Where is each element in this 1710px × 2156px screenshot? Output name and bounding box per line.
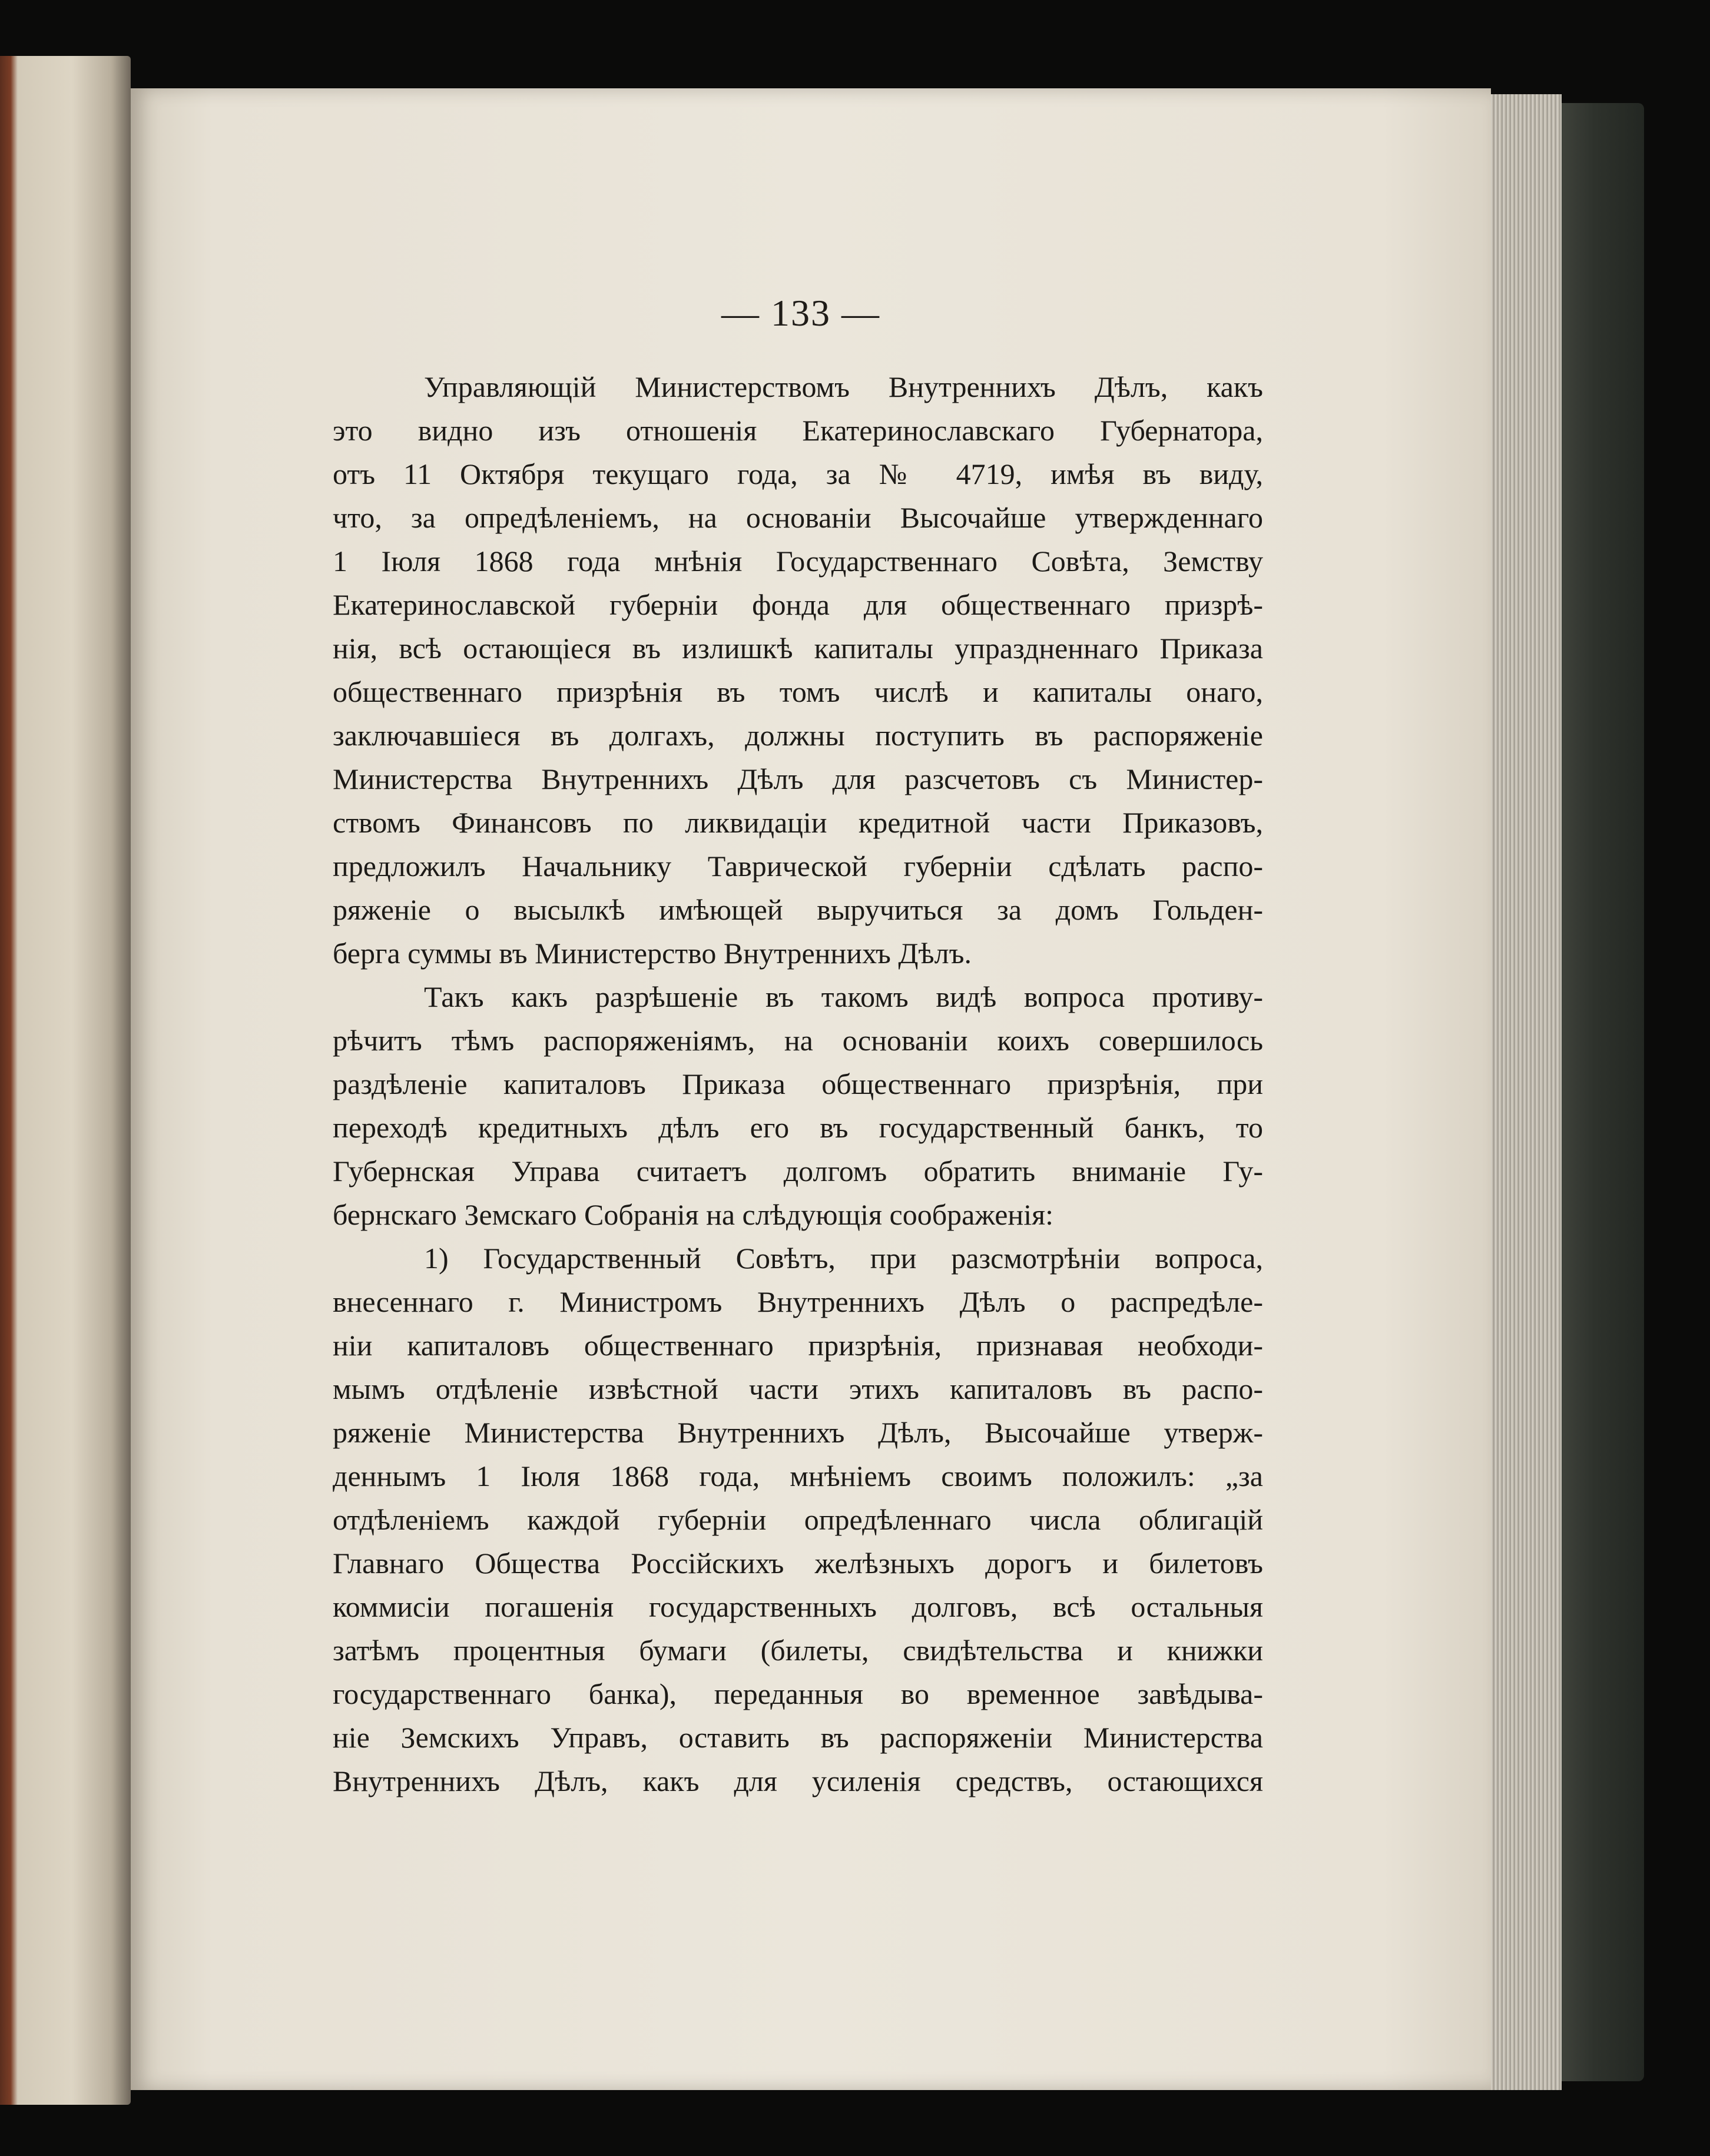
text-line: 1) Государственный Совѣтъ, при разсмотрѣніи вопроса, xyxy=(424,1242,1263,1275)
text-line: что, за опредѣленіемъ, на основаніи Высочайше утвержденнаго xyxy=(333,501,1263,534)
text-line: Внутреннихъ Дѣлъ, какъ для усиленія средствъ, остающихся xyxy=(333,1764,1263,1797)
text-line: это видно изъ отношенія Екатеринославскаго Губернатора, xyxy=(333,414,1263,447)
text-line: мымъ отдѣленіе извѣстной части этихъ капиталовъ въ распо- xyxy=(333,1372,1263,1405)
text-line: общественнаго призрѣнія въ томъ числѣ и капиталы онаго, xyxy=(333,675,1263,708)
text-line: затѣмъ процентныя бумаги (билеты, свидѣтельства и книжки xyxy=(333,1634,1263,1667)
page-stack-edge xyxy=(1491,94,1562,2090)
text-line: деннымъ 1 Іюля 1868 года, мнѣніемъ своимъ положилъ: „за xyxy=(333,1460,1263,1492)
text-line: бернскаго Земскаго Собранія на слѣдующія соображенія: xyxy=(333,1198,1053,1231)
page-body-text xyxy=(333,365,1263,1803)
text-line: предложилъ Начальнику Таврической губерніи сдѣлать распо- xyxy=(333,850,1263,883)
text-line: Управляющій Министерствомъ Внутреннихъ Дѣлъ, какъ xyxy=(424,370,1263,403)
text-line: Екатеринославской губерніи фонда для общественнаго призрѣ- xyxy=(333,588,1263,621)
text-line: отъ 11 Октября текущаго года, за № 4719, имѣя въ виду, xyxy=(333,457,1263,490)
text-line: внесеннаго г. Министромъ Внутреннихъ Дѣлъ о распредѣле- xyxy=(333,1285,1263,1318)
left-facing-page xyxy=(0,56,131,2105)
text-line: коммисіи погашенія государственныхъ долговъ, всѣ остальныя xyxy=(333,1590,1263,1623)
text-line: Такъ какъ разрѣшеніе въ такомъ видѣ вопроса противу- xyxy=(424,980,1263,1013)
text-line: ряженіе Министерства Внутреннихъ Дѣлъ, Высочайше утверж- xyxy=(333,1416,1263,1449)
text-line: Губернская Управа считаетъ долгомъ обратить вниманіе Гу- xyxy=(333,1155,1263,1188)
text-line: переходѣ кредитныхъ дѣлъ его въ государственный банкъ, то xyxy=(333,1111,1263,1144)
text-line: отдѣленіемъ каждой губерніи опредѣленнаго числа облигацій xyxy=(333,1503,1263,1536)
text-line: ніи капиталовъ общественнаго призрѣнія, признавая необходи- xyxy=(333,1329,1263,1362)
text-line: заключавшіеся въ долгахъ, должны поступить въ распоряженіе xyxy=(333,719,1263,752)
text-line: нія, всѣ остающіеся въ излишкѣ капиталы упраздненнаго Приказа xyxy=(333,632,1263,665)
text-line: 1 Іюля 1868 года мнѣнія Государственнаго Совѣта, Земству xyxy=(333,545,1263,578)
text-line: государственнаго банка), переданныя во временное завѣдыва- xyxy=(333,1677,1263,1710)
text-line: ніе Земскихъ Управъ, оставить въ распоряженіи Министерства xyxy=(333,1721,1263,1754)
page-number: — 133 — xyxy=(721,292,880,334)
text-line: Главнаго Общества Россійскихъ желѣзныхъ дорогъ и билетовъ xyxy=(333,1547,1263,1580)
text-line: Министерства Внутреннихъ Дѣлъ для разсчетовъ съ Министер- xyxy=(333,762,1263,795)
text-line: ствомъ Финансовъ по ликвидаціи кредитной части Приказовъ, xyxy=(333,806,1263,839)
text-line: рѣчитъ тѣмъ распоряженіямъ, на основаніи коихъ совершилось xyxy=(333,1024,1263,1057)
text-line: берга суммы въ Министерство Внутреннихъ Дѣлъ. xyxy=(333,937,972,970)
left-cover-edge xyxy=(0,56,18,2105)
text-line: ряженіе о высылкѣ имѣющей выручиться за домъ Гольден- xyxy=(333,893,1263,926)
book-cover-edge xyxy=(1562,103,1644,2081)
text-line: раздѣленіе капиталовъ Приказа общественнаго призрѣнія, при xyxy=(333,1067,1263,1100)
